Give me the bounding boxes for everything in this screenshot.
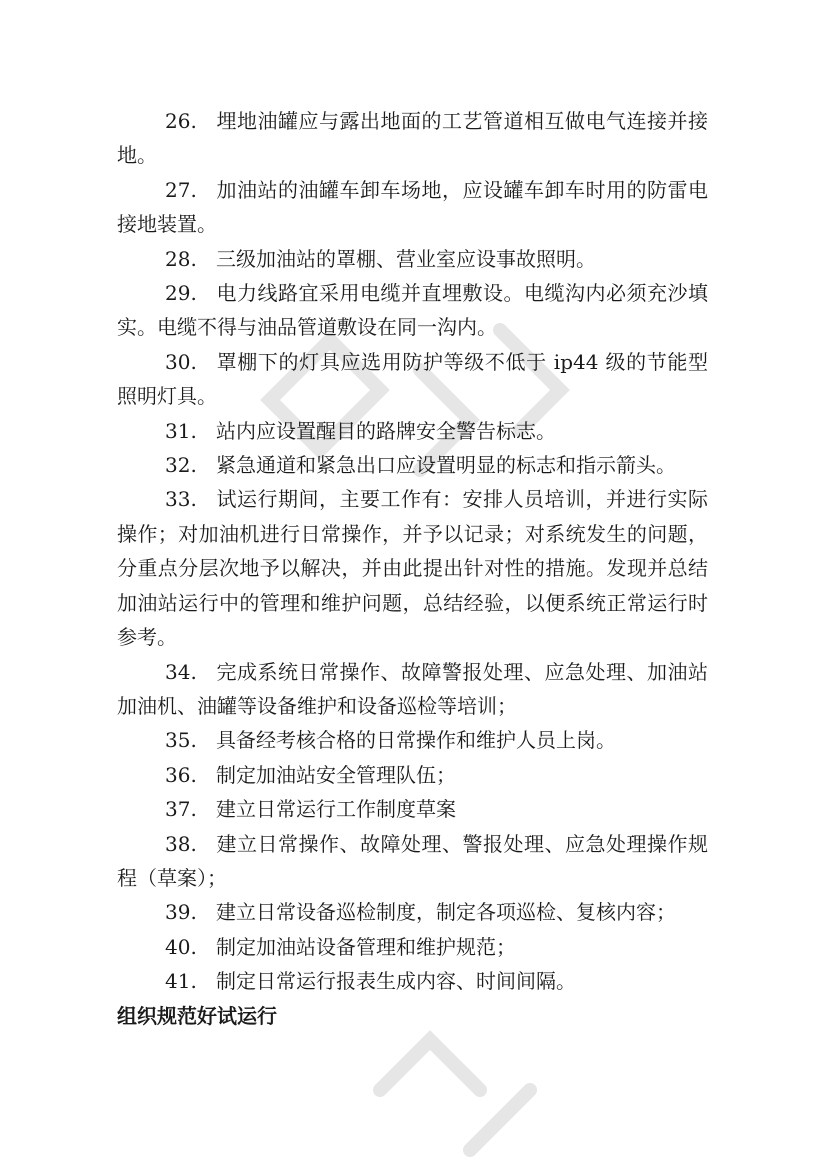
item-text: 试运行期间，主要工作有：安排人员培训，并进行实际操作；对加油机进行日常操作，并予以记录；对系统发生的问题，分重点分层次地予以解决，并由此提出针对性的措施。发现并总结加油站运行中的管理和维护问题，总结经验，以便系统正常运行时参考。 xyxy=(117,487,708,650)
list-item xyxy=(117,448,708,482)
item-text: 埋地油罐应与露出地面的工艺管道相互做电气连接并接地。 xyxy=(117,109,708,168)
list-item xyxy=(117,827,708,896)
list-item xyxy=(117,276,708,345)
list-item xyxy=(117,964,708,998)
item-text: 电力线路宜采用电缆并直埋敷设。电缆沟内必须充沙填实。电缆不得与油品管道敷设在同一沟内。 xyxy=(117,281,708,340)
item-number: 38. xyxy=(165,831,197,856)
item-number: 33. xyxy=(165,487,197,512)
item-text: 罩棚下的灯具应选用防护等级不低于 ip44 级的节能型照明灯具。 xyxy=(117,349,708,409)
list-item xyxy=(117,414,708,448)
item-number: 39. xyxy=(165,900,197,925)
item-number: 32. xyxy=(165,453,197,478)
item-text: 紧急通道和紧急出口应设置明显的标志和指示箭头。 xyxy=(216,453,676,478)
item-text: 制定加油站设备管理和维护规范； xyxy=(216,934,516,959)
item-text: 制定日常运行报表生成内容、时间间隔。 xyxy=(216,969,576,994)
item-text: 三级加油站的罩棚、营业室应设事故照明。 xyxy=(216,246,596,271)
item-text: 建立日常运行工作制度草案 xyxy=(216,797,456,822)
list-item xyxy=(117,758,708,792)
list-item xyxy=(117,345,708,414)
item-text: 站内应设置醒目的路牌安全警告标志。 xyxy=(216,418,556,443)
list-item xyxy=(117,655,708,724)
item-number: 40. xyxy=(165,934,197,959)
list-item xyxy=(117,242,708,276)
item-text: 制定加油站安全管理队伍； xyxy=(216,762,456,787)
list-item xyxy=(117,930,708,964)
item-text: 建立日常操作、故障处理、警报处理、应急处理操作规程（草案）； xyxy=(117,831,708,890)
item-number: 28. xyxy=(165,246,197,271)
item-number: 27. xyxy=(165,177,197,202)
document-body xyxy=(117,104,708,1033)
list-item xyxy=(117,895,708,929)
item-number: 36. xyxy=(165,762,197,787)
item-number: 26. xyxy=(165,109,197,133)
list-item xyxy=(117,482,708,654)
item-text: 具备经考核合格的日常操作和维护人员上岗。 xyxy=(216,728,616,753)
list-item xyxy=(117,792,708,826)
item-number: 31. xyxy=(165,418,197,443)
item-number: 35. xyxy=(165,728,197,753)
item-text: 建立日常设备巡检制度，制定各项巡检、复核内容； xyxy=(216,900,676,925)
list-item xyxy=(117,723,708,757)
list-item xyxy=(117,173,708,242)
item-number: 41. xyxy=(165,969,197,994)
item-text: 完成系统日常操作、故障警报处理、应急处理、加油站加油机、油罐等设备维护和设备巡检等培训； xyxy=(117,659,708,718)
item-number: 34. xyxy=(165,659,197,684)
item-number: 29. xyxy=(165,281,197,306)
list-item xyxy=(117,104,708,173)
item-number: 37. xyxy=(165,797,197,822)
item-text: 加油站的油罐车卸车场地，应设罐车卸车时用的防雷电接地装置。 xyxy=(117,177,708,237)
section-heading: 组织规范好试运行 xyxy=(117,1003,277,1028)
item-number: 30. xyxy=(165,349,197,374)
